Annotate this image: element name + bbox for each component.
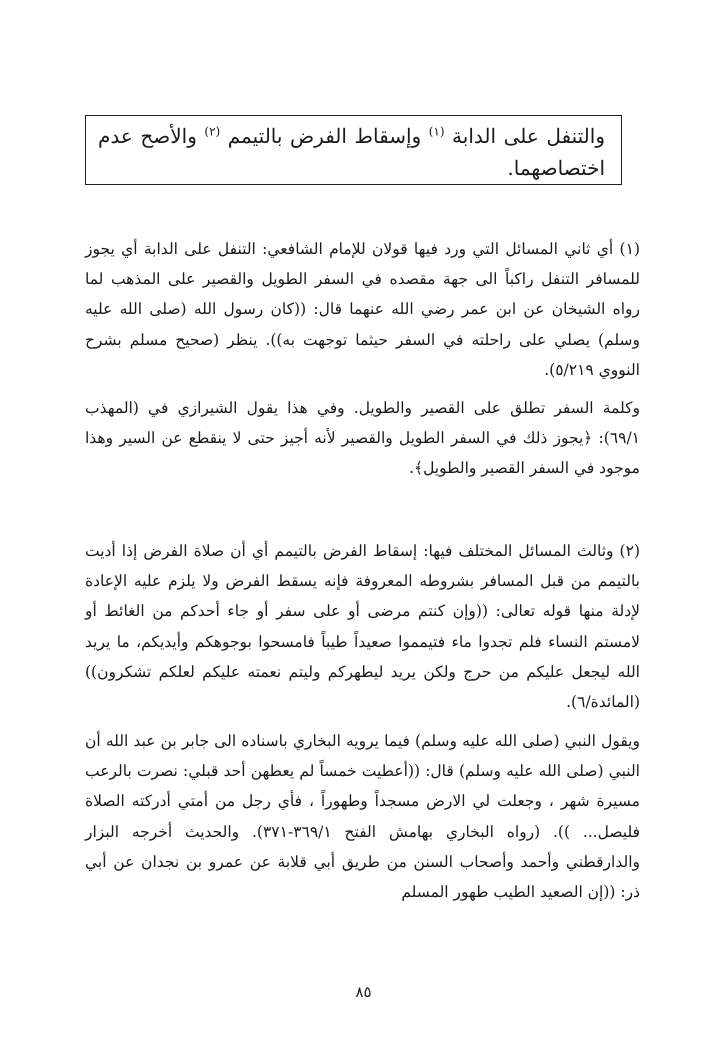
- footnote-1: (١) أي ثاني المسائل التي ورد فيها قولان للإمام الشافعي: التنفل على الدابة أي يجوز للمسافر التنفل راكباً الى جهة مقصده في السفر الطويل والقصير على المذهب لما رواه الشيخان عن ابن عمر رضي الله عنهما قال: ((كان رسول الله (صلى الله عليه وسلم) يصلي على راحلته في السفر حيثما توجهت به)). ينظر (صحيح مسلم بشرح النووي ٥/٢١٩).: [85, 240, 640, 379]
- page-number: ٨٥: [355, 983, 372, 1001]
- footnote-ref-2[interactable]: (٢): [204, 124, 221, 139]
- main-text-part-3: والأصح عدم اختصاصهما.: [98, 124, 605, 180]
- main-text-part-2: وإسقاط الفرض بالتيمم: [220, 124, 429, 148]
- main-text-part-1: والتنفل على الدابة: [444, 124, 605, 148]
- footnote-2-continuation: ويقول النبي (صلى الله عليه وسلم) فيما يرويه البخاري باسناده الى جابر بن عبد الله أن النبي (صلى الله عليه وسلم) قال: ((أعطيت خمساً لم يعطهن أحد قبلي: نصرت بالرعب مسيرة شهر ، وجعلت لي الارض مسجداً وطهوراً ، فأي رجل من أمتي أدركته الصلاة فليصل... )). (رواه البخاري بهامش الفتح ٣٦٩/١-٣٧١). والحديث أخرجه البزار والدارقطني وأحمد وأصحاب السنن من طريق أبي قلابة عن عمرو بن نجدان عن أبي ذر: ((إن الصعيد الطيب طهور المسلم: [85, 732, 641, 902]
- footnote-2: (٢) وثالث المسائل المختلف فيها: إسقاط الفرض بالتيمم أي أن صلاة الفرض إذا أديت بالتيمم من قبل المسافر بشروطه المعروفة فإنه يسقط الفرض ولا يلزم عليه الإعادة لإدلة منها قوله تعالى: ((وإن كنتم مرضى أو على سفر أو جاء أحدكم من الغائط أو لامستم النساء فلم تجدوا ماء فتيمموا صعيداً طيباً فامسحوا بوجوهكم وأيديكم، ما يريد الله ليجعل عليكم من حرج ولكن يريد ليطهركم وليتم نعمته عليكم لعلكم تشكرون))(المائدة/٦).: [85, 542, 640, 712]
- footnote-ref-1[interactable]: (١): [428, 124, 445, 139]
- footnote-1-continuation: وكلمة السفر تطلق على القصير والطويل. وفي هذا يقول الشيرازي في (المهذب ٦٩/١): ﴿يجوز ذلك في السفر الطويل والقصير لأنه أجيز حتى لا ينقطع عن السير وهذا موجود في السفر القصير والطويل﴾.: [85, 399, 640, 478]
- main-text-box: [85, 115, 622, 185]
